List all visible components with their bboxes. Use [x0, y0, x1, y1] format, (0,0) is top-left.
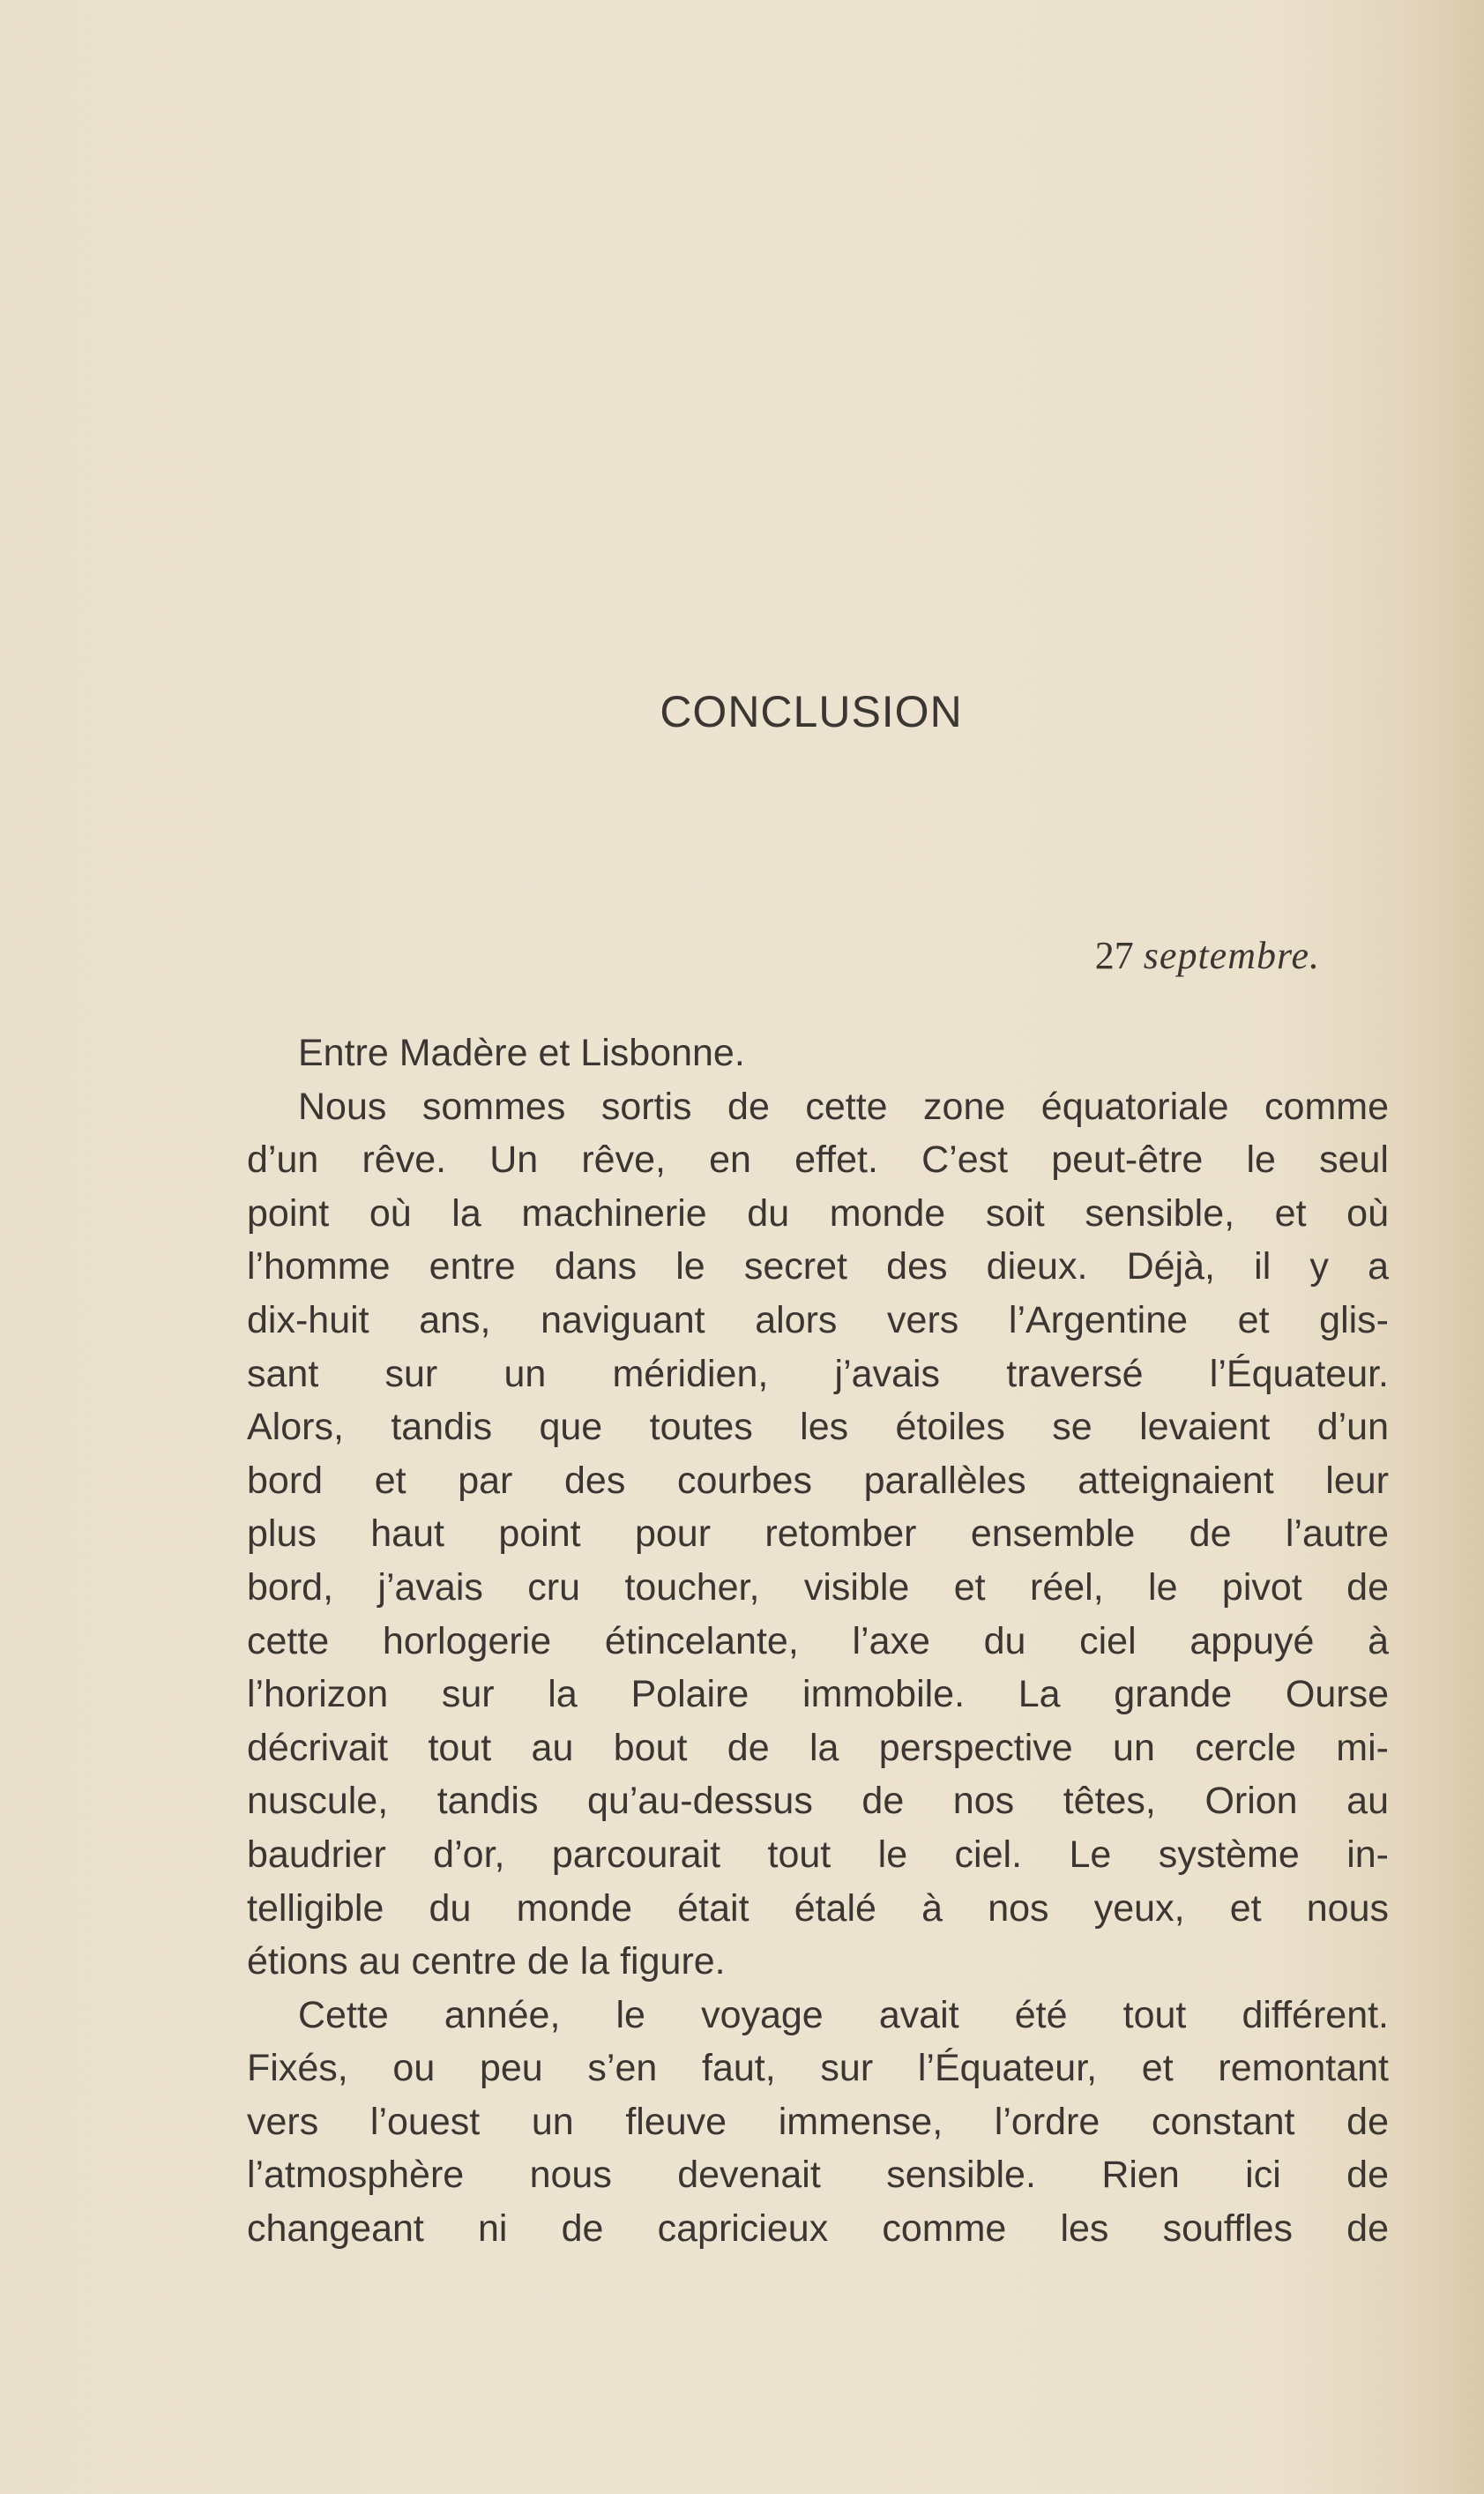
text-line: l’horizon sur la Polaire immobile. La grande Ourse — [247, 1673, 1389, 1716]
text-line: d’un rêve. Un rêve, en effet. C’est peut-être le seul — [247, 1139, 1389, 1182]
text-line: nuscule, tandis qu’au-dessus de nos têtes, Orion au — [247, 1780, 1389, 1823]
text-line: bord, j’avais cru toucher, visible et réel, le pivot de — [247, 1565, 1389, 1609]
text-line: dix-huit ans, naviguant alors vers l’Argentine et glis- — [247, 1298, 1389, 1341]
text-line: Alors, tandis que toutes les étoiles se levaient d’un — [247, 1406, 1389, 1449]
text-line: décrivait tout au bout de la perspective un cercle mi- — [247, 1726, 1389, 1769]
text-line: point où la machinerie du monde soit sensible, et où — [247, 1191, 1389, 1235]
date-month: septembre. — [1143, 934, 1320, 977]
date-day: 27 — [1094, 934, 1134, 977]
text-line: l’atmosphère nous devenait sensible. Rien ici de — [247, 2154, 1389, 2197]
text-line: bord et par des courbes parallèles atteignaient leur — [247, 1459, 1389, 1502]
text-line: cette horlogerie étincelante, l’axe du ciel appuyé à — [247, 1619, 1389, 1662]
text-line: Cette année, le voyage avait été tout différent. — [298, 1993, 1389, 2036]
body-text — [247, 1027, 1389, 2256]
text-line: sant sur un méridien, j’avais traversé l’Équateur. — [247, 1352, 1389, 1395]
text-line: baudrier d’or, parcourait tout le ciel. Le système in- — [247, 1833, 1389, 1876]
text-line: Fixés, ou peu s’en faut, sur l’Équateur, et remontant — [247, 2047, 1389, 2090]
text-line: l’homme entre dans le secret des dieux. Déjà, il y a — [247, 1245, 1389, 1288]
text-line: étions au centre de la figure. — [247, 1940, 726, 1983]
text-line: plus haut point pour retomber ensemble de l’autre — [247, 1512, 1389, 1556]
text-line: Entre Madère et Lisbonne. — [298, 1032, 745, 1074]
text-line: changeant ni de capricieux comme les souffles de — [247, 2207, 1389, 2251]
text-line: telligible du monde était étalé à nos yeux, et nous — [247, 1886, 1389, 1930]
date-line — [1095, 933, 1320, 978]
text-line: vers l’ouest un fleuve immense, l’ordre constant de — [247, 2100, 1389, 2143]
chapter-heading: CONCLUSION — [660, 687, 963, 736]
text-line: Nous sommes sortis de cette zone équatoriale comme — [298, 1085, 1389, 1128]
